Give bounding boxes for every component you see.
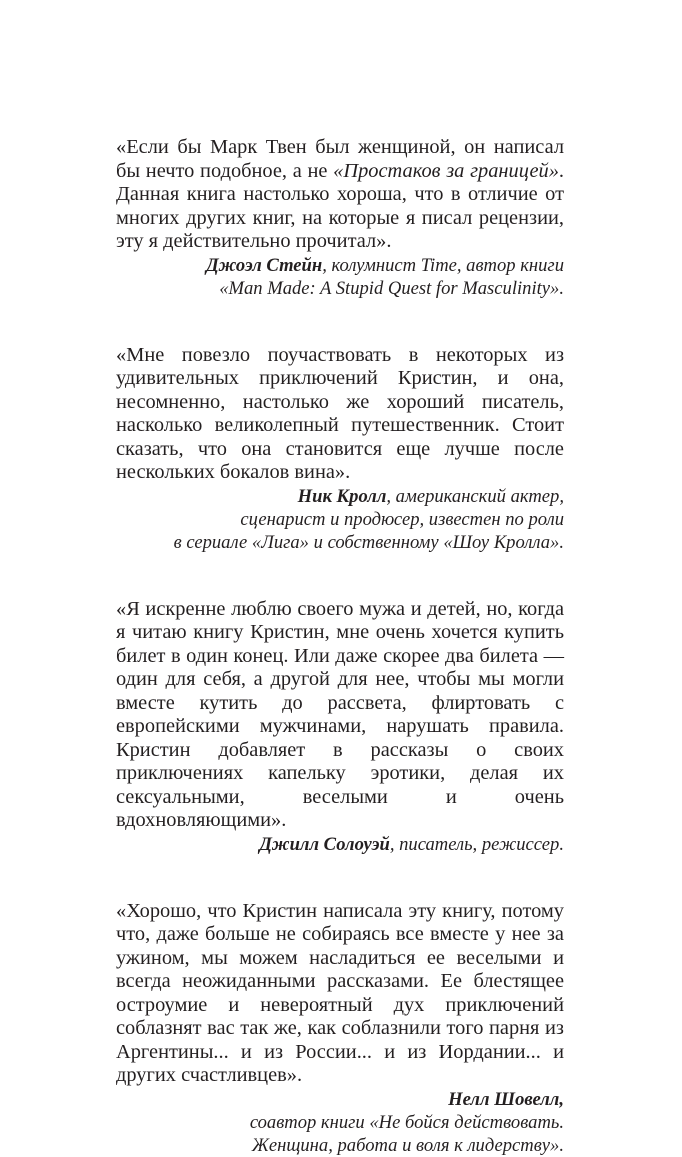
quote-4-role-line-1: соавтор книги «Не бойся действовать. — [249, 1111, 564, 1133]
quote-1-role: , колумнист Time, автор книги — [322, 254, 564, 276]
quote-2-role-line-3: в сериале «Лига» и собственному «Шоу Кролла». — [173, 531, 564, 553]
quote-4-author: Нелл Шовелл, — [448, 1088, 564, 1110]
quote-1-book: «Man Made: A Stupid Quest for Masculinity». — [219, 277, 564, 299]
quote-3-text: «Я искренне люблю своего мужа и детей, но, когда я читаю книгу Кристин, мне очень хочется купить билет в один конец. Или даже скорее два билета — один для себя, а другой для нее, чтобы мы могли вместе кутить до рассвета, флиртовать с европейскими мужчинами, нарушать правила. Кристин добавляет в рассказы о своих приключениях капельку эротики, делая их сексуальными, веселыми и очень вдохновляющими». — [116, 597, 564, 831]
quote-3 — [116, 598, 564, 856]
quote-2-text: «Мне повезло поучаствовать в некоторых из удивительных приключений Кристин, и она, несомненно, настолько же хороший писатель, насколько великолепный путешественник. Стоит сказать, что она становится еще лучше после нескольких бокалов вина». — [116, 343, 564, 483]
quote-2-attribution — [116, 485, 564, 554]
quote-4-attribution — [116, 1088, 564, 1157]
quote-4-text: «Хорошо, что Кристин написала эту книгу, потому что, даже больше не собираясь все вместе у нее за ужином, мы можем насладиться ее веселыми и всегда неожиданными рассказами. Ее блестящее остроумие и невероятный дух приключений соблазнят вас так же, как соблазнили того парня из Аргентины... и из России... и из Иордании... и других счастливцев». — [116, 899, 564, 1086]
quote-1-book-title: «Простаков за границей» — [333, 159, 559, 182]
quote-1-attribution — [116, 254, 564, 300]
quote-2-author: Ник Кролл — [297, 485, 387, 507]
quote-1 — [116, 136, 564, 300]
quote-3-role: , писатель, режиссер. — [389, 833, 564, 855]
quote-4 — [116, 900, 564, 1157]
quote-2-role-line-2: сценарист и продюсер, известен по роли — [240, 508, 564, 530]
quote-3-attribution-line-1 — [116, 833, 564, 856]
quote-1-author: Джоэл Стейн — [205, 254, 323, 276]
quote-2-attribution-line-1 — [116, 485, 564, 508]
quote-4-role-line-2: Женщина, работа и воля к лидерству». — [251, 1134, 564, 1156]
quote-1-text-start: «Если бы Марк Твен был женщиной, он написал бы нечто подобное, а не — [116, 136, 564, 182]
quote-1-text — [116, 136, 564, 254]
quote-3-attribution — [116, 833, 564, 856]
quote-1-text-end: . Данная книга настолько хороша, что в отличие от многих других книг, на которые я писал рецензии, эту я действительно прочитал». — [116, 159, 564, 252]
quote-2 — [116, 344, 564, 554]
quote-1-attribution-line-1 — [116, 254, 564, 277]
page-content — [116, 136, 564, 1157]
quote-2-role: , американский актер, — [386, 485, 564, 507]
quote-3-author: Джилл Солоуэй — [259, 833, 390, 855]
